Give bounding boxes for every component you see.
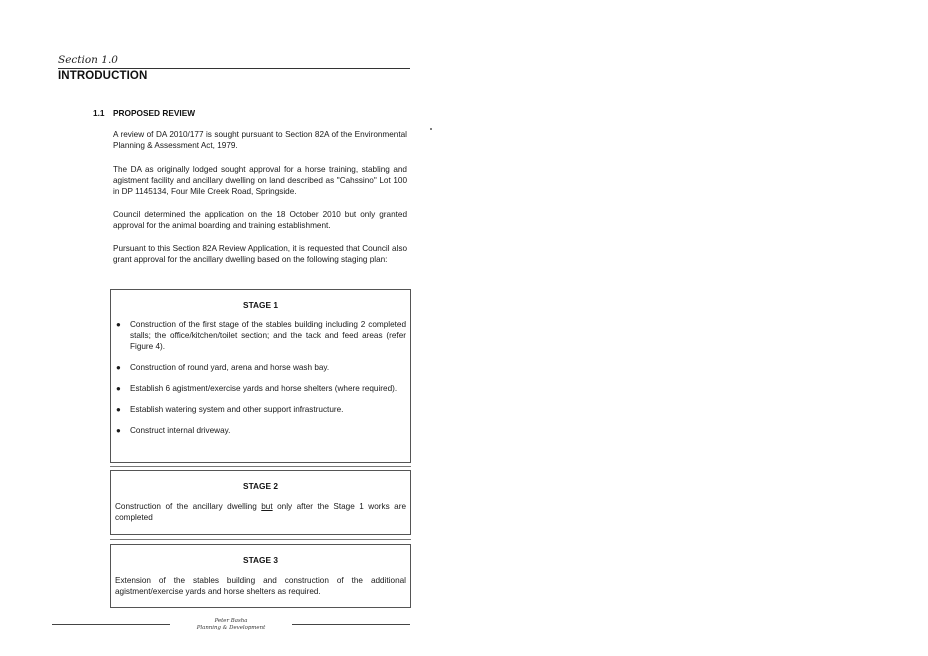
bullet-icon: ● — [116, 425, 121, 435]
footer-rule-left — [52, 624, 170, 625]
stage-2-text-emphasis: but — [261, 502, 273, 511]
stage-1-box — [110, 289, 411, 463]
footer-signature — [196, 618, 266, 632]
subsection-number: 1.1 — [93, 108, 105, 118]
footer-rule-right — [292, 624, 410, 625]
stage-1-heading: STAGE 1 — [243, 300, 278, 310]
bullet-icon: ● — [116, 384, 121, 393]
stage-1-item-text: Construction of round yard, arena and horse wash bay. — [130, 363, 330, 373]
bullet-icon: ● — [116, 404, 121, 414]
paragraph-review-request: Pursuant to this Section 82A Review Application, it is requested that Council also grant approval for the ancillary dwelling based on the following staging plan: — [113, 244, 407, 265]
stage-1-item — [115, 404, 406, 415]
footer-signature-company: Planning & Development — [196, 625, 266, 632]
stage-1-item-text: Construction of the first stage of the stables building including 2 completed stalls; the office/kitchen/toilet section; and the tack and feed areas (refer Figure 4). — [130, 320, 406, 352]
stage-1-list — [111, 319, 410, 436]
section-divider — [58, 68, 410, 69]
stage-1-item — [115, 362, 406, 373]
paragraph-council-determination: Council determined the application on the 18 October 2010 but only granted approval for the animal boarding and training establishment. — [113, 210, 407, 231]
stage-1-item — [115, 383, 406, 394]
stage-3-box — [110, 544, 411, 608]
scan-mark — [430, 128, 432, 130]
stage-1-item — [115, 425, 406, 436]
paragraph-review-intro: A review of DA 2010/177 is sought pursuant to Section 82A of the Environmental Planning & Assessment Act, 1979. — [113, 130, 407, 151]
stage-3-heading: STAGE 3 — [243, 555, 278, 565]
stage-1-item-text: Construct internal driveway. — [130, 425, 231, 435]
stage-1-item — [115, 319, 406, 353]
stage-1-item-text: Establish 6 agistment/exercise yards and horse shelters (where required). — [130, 384, 398, 393]
bullet-icon: ● — [116, 363, 121, 373]
subsection-title: PROPOSED REVIEW — [113, 108, 196, 118]
stage-3-text: Extension of the stables building and construction of the additional agistment/exercise yards and horse shelters as required. — [115, 576, 406, 597]
stage-2-heading: STAGE 2 — [243, 481, 278, 491]
stage-2-text-start: Construction of the ancillary dwelling — [115, 502, 262, 511]
paragraph-original-da: The DA as originally lodged sought approval for a horse training, stabling and agistment facility and ancillary dwelling on land described as "Cahssino" Lot 100 in DP 1145134, Four Mile Creek Road, Springside. — [113, 165, 407, 197]
stage-2-text — [111, 501, 410, 523]
section-title: INTRODUCTION — [58, 70, 148, 82]
bullet-icon: ● — [116, 320, 121, 329]
section-label: Section 1.0 — [58, 54, 118, 66]
footer-signature-name: Peter Basha — [214, 618, 248, 624]
stage-separator — [110, 466, 411, 467]
stage-separator — [110, 539, 411, 540]
stage-2-box — [110, 470, 411, 535]
stage-1-item-text: Establish watering system and other support infrastructure. — [130, 404, 344, 414]
stage-2-text-end: only after the Stage 1 works are completed — [115, 502, 406, 523]
